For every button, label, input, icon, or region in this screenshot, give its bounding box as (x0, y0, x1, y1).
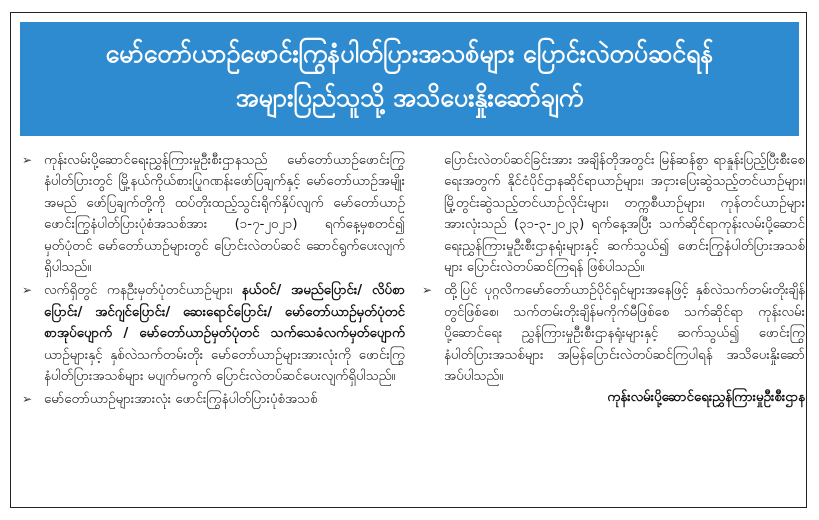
paragraph-2-bold: နယ်ဝင်/ အမည်ပြောင်း/ လိပ်စာပြောင်း/ အင်ဂျင်ပြောင်း/ ဆေးရောင်ပြောင်း/ မော်တော်ယာဉ်မှတ်ပုံတင်စာအုပ်ပျောက် / မော်တော်ယာဉ်မှတ်ပုံတင် သက်သေခံလက်မှတ်ပျောက် (44, 283, 405, 342)
paragraph-3 (20, 389, 405, 410)
title-line-2: အများပြည်သူသို့ အသိပေးနှိုးဆော်ချက် (235, 83, 584, 112)
paragraph-2 (20, 280, 405, 387)
paragraph-3-text: မော်တော်ယာဉ်များအားလုံး ဖောင်းကြွနံပါတ်ပြားပုံစံအသစ် (44, 392, 318, 408)
title-banner (20, 22, 799, 136)
bullet-arrow-icon: ➢ (22, 392, 33, 407)
bullet-arrow-icon: ➢ (22, 153, 33, 167)
bullet-arrow-icon: ➢ (22, 283, 33, 298)
paragraph-4-text: ထို့ပြင် ပုဂ္ဂလိကမော်တော်ယာဉ်ပိုင်ရှင်များအနေဖြင့် နှစ်လဲသက်တမ်းတိုးချိန်တွင်ဖြစ်စေ၊ သက်တမ်းတိုးချိန်မကိုက်မီဖြစ်စေ သက်ဆိုင်ရာ ကုန်းလမ်းပို့ဆောင်ရေး ညွှန်ကြားမှုဦးစီးဌာနရုံးများနှင့် ဆက်သွယ်၍ ဖောင်းကြွနံပါတ်ပြားအသစ်များ အမြန်ပြောင်းလဲတပ်ဆင်ကြပါရန် အသိပေးနှိုးဆော်အပ်ပါသည်။ (444, 283, 805, 385)
title-line-1: မော်တော်ယာဉ်ဖောင်းကြွနံပါတ်ပြားအသစ်များ ပြောင်းလဲတပ်ဆင်ရန် (105, 39, 714, 68)
left-column (20, 150, 405, 411)
paragraph-1 (20, 150, 405, 278)
paragraph-4 (420, 280, 805, 387)
paragraph-3-continued (420, 150, 805, 278)
right-column (420, 150, 805, 409)
paragraph-2-start: လက်ရှိတွင် ကနဦးမှတ်ပုံတင်ယာဉ်များ၊ (44, 283, 242, 299)
paragraph-2-end: ယာဉ်များနှင့် နှစ်လဲသက်တမ်းတိုး မော်တော်ယာဉ်များအားလုံးကို ဖောင်းကြွနံပါတ်ပြားအသစ်များ မပျက်မကွက် ပြောင်းလဲတပ်ဆင်ပေးလျက်ရှိပါသည်။ (44, 347, 405, 385)
paragraph-3-cont-text: ပြောင်းလဲတပ်ဆင်ခြင်းအား အချိန်တိုအတွင်း မြန်ဆန်စွာ ရာနှုန်းပြည့်ပြီးစီးစေရေးအတွက် နိုင်ငံပိုင်ဌာနဆိုင်ရာယာဉ်များ၊ အငှားပြေးဆွဲသည့်တင်ယာဉ်များ၊ မြို့တွင်းဆွဲသည့်တင်ယာဉ်လိုင်းများ၊ တက္ကစီယာဉ်များ၊ ကုန်တင်ယာဉ်များအားလုံးသည် (၃၁-၃-၂၀၂၃) ရက်နေ့အပြီး သက်ဆိုင်ရာကုန်းလမ်းပို့ဆောင်ရေးညွှန်ကြားမှုဦးစီးဌာနရုံးများနှင့် ဆက်သွယ်၍ ဖောင်းကြွနံပါတ်ပြားအသစ်များ ပြောင်းလဲတပ်ဆင်ကြရန် ဖြစ်ပါသည်။ (444, 153, 805, 276)
paragraph-1-text: ကုန်းလမ်းပို့ဆောင်ရေးညွှန်ကြားမှုဦးစီးဌာနသည် မော်တော်ယာဉ်ဖောင်းကြွနံပါတ်ပြားတွင် မြို့နယ်ကိုယ်စားပြုဂဏန်းဖော်ပြချက်နှင့် မော်တော်ယာဉ်အမျိုးအမည် ဖော်ပြချက်တို့ကို ထပ်တိုးထည့်သွင်းရိုက်နှိပ်လျက် မော်တော်ယာဉ် ဖောင်းကြွနံပါတ်ပြားပုံစံအသစ်အား (၁-၇-၂၀၂၁) ရက်နေ့မှစတင်၍ မှတ်ပုံတင် မော်တော်ယာဉ်များတွင် ပြောင်းလဲတပ်ဆင် ဆောင်ရွက်ပေးလျက်ရှိပါသည်။ (44, 153, 405, 276)
bullet-arrow-icon: ➢ (422, 283, 433, 298)
signature: ကုန်းလမ်းပို့ဆောင်ရေးညွှန်ကြားမှုဦးစီးဌာန (607, 390, 805, 406)
